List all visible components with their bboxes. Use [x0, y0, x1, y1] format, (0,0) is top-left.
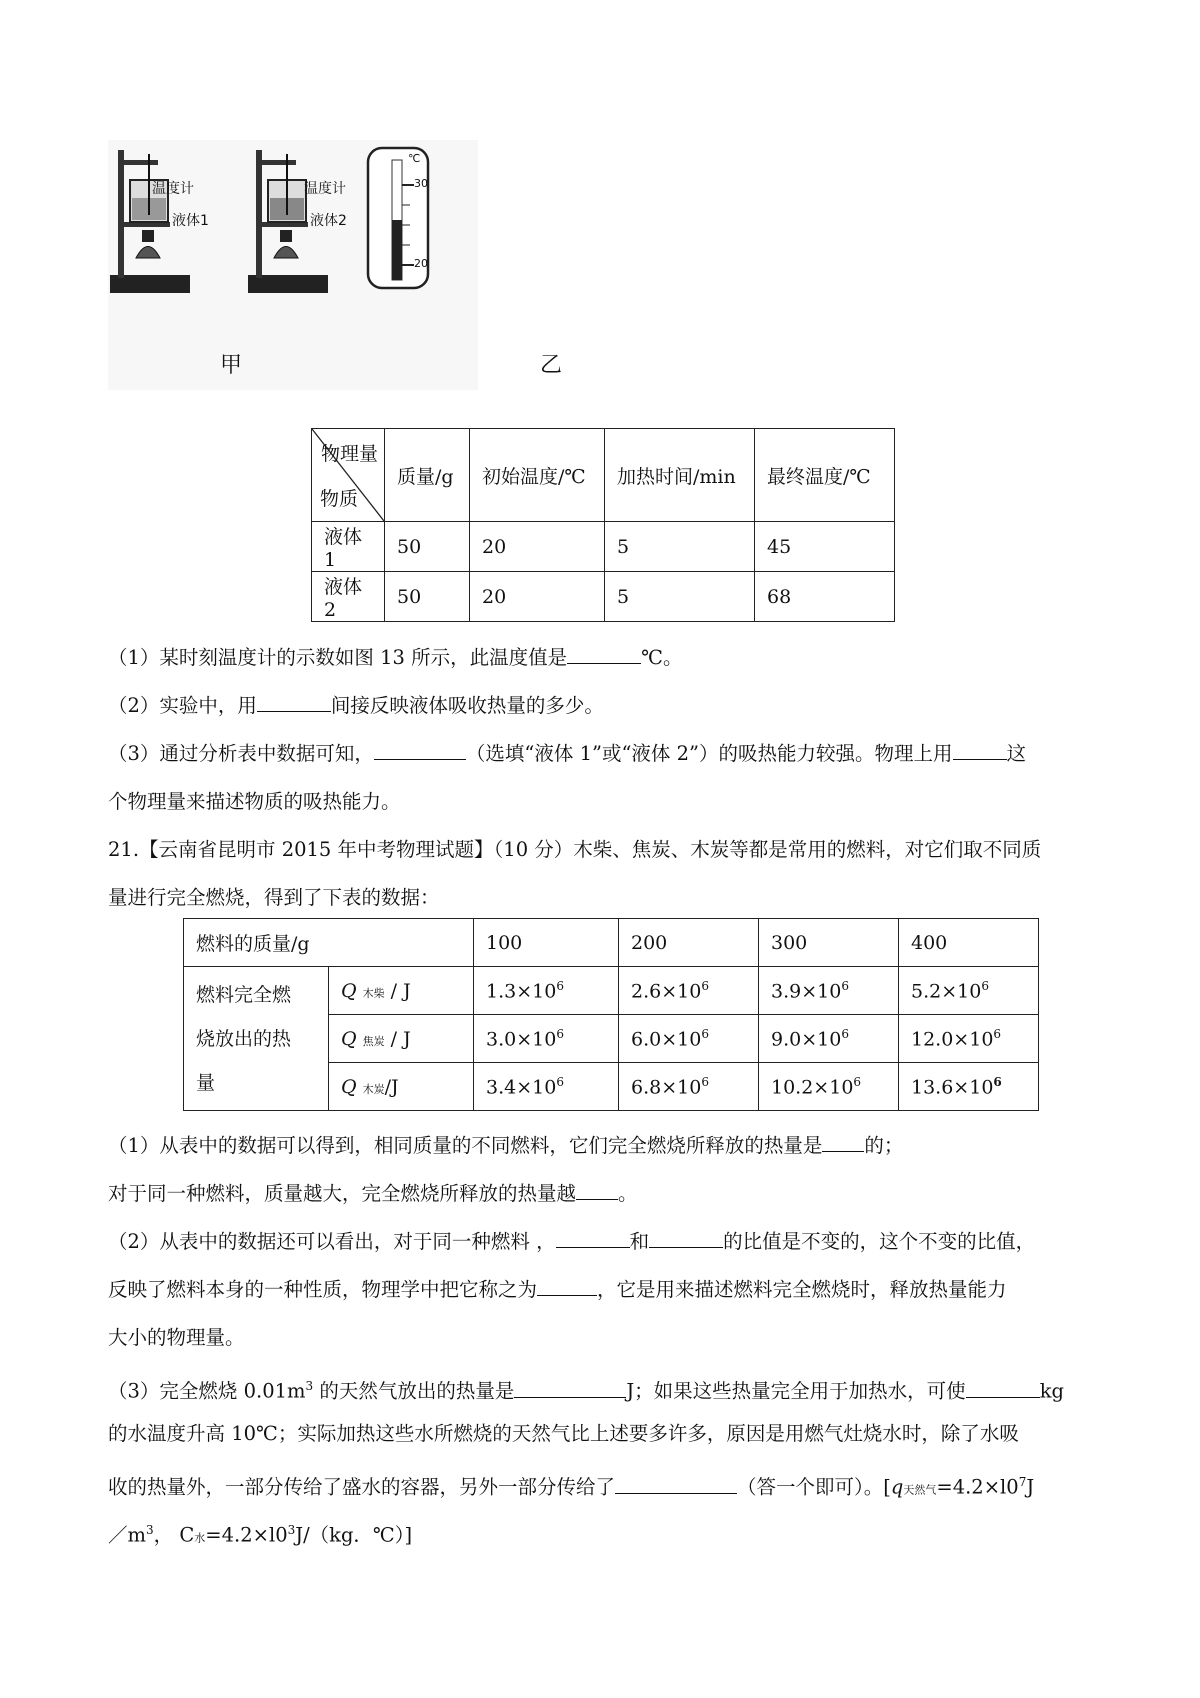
liquid-heating-table	[311, 428, 895, 622]
cell	[759, 1063, 899, 1111]
text: 的比值是不变的，这个不变的比值，	[723, 1230, 1036, 1253]
cell: 68	[755, 572, 895, 622]
answer-blank[interactable]	[615, 1475, 737, 1494]
mass-200: 200	[619, 919, 759, 967]
q20-part3-cont: 个物理量来描述物质的吸热能力。	[108, 790, 401, 813]
caption-jia: 甲	[220, 353, 243, 378]
text: 反映了燃料本身的一种性质，物理学中把它称之为	[108, 1278, 538, 1301]
q21-part1	[108, 1132, 903, 1160]
answer-blank[interactable]	[257, 693, 331, 712]
text: 对于同一种燃料，质量越大，完全燃烧所释放的热量越	[108, 1182, 577, 1205]
cell	[899, 1015, 1039, 1063]
cell	[619, 967, 759, 1015]
header-mass: 质量/g	[385, 429, 470, 522]
text: 收的热量外，一部分传给了盛水的容器，另外一部分传给了	[108, 1475, 616, 1499]
cell	[759, 1015, 899, 1063]
q21-part3-line3	[108, 1468, 1034, 1505]
label-liquid-2: 液体2	[310, 213, 347, 229]
corner-top-label: 物理量	[320, 443, 378, 465]
text: ，它是用来描述燃料完全燃烧时，释放热量能力	[597, 1278, 1007, 1301]
q21-part3-line4	[108, 1516, 412, 1553]
table-row	[312, 522, 895, 572]
text: J	[1026, 1475, 1035, 1499]
cell	[619, 1015, 759, 1063]
text: （选填“液体 1”或“液体 2”）的吸热能力较强。物理上用	[465, 742, 953, 765]
group-label-line: 量	[196, 1071, 216, 1094]
exponent: 6	[701, 978, 709, 993]
q21-stem-line1: 21.【云南省昆明市 2015 年中考物理试题】（10 分）木柴、焦炭、木炭等都是常用的燃料，对它们取不同质	[108, 838, 1042, 861]
label-thermometer-2: 温度计	[304, 181, 346, 197]
exponent: 6	[556, 1074, 564, 1089]
exponent: 6	[841, 978, 849, 993]
q21-part2	[108, 1228, 1035, 1256]
exponent: 3	[305, 1379, 314, 1393]
text: 间接反映液体吸收热量的多少。	[330, 694, 604, 717]
value: 12.0×10	[911, 1028, 994, 1051]
text: 这	[1006, 742, 1027, 765]
text: （答一个即可）。[	[737, 1475, 891, 1499]
text: 的；	[864, 1134, 904, 1157]
q-subscript: 木柴	[362, 986, 385, 1000]
header-initial-temp: 初始温度/℃	[470, 429, 605, 522]
cell	[474, 967, 619, 1015]
q-symbol: Q	[341, 979, 357, 1002]
header-heating-time: 加热时间/min	[605, 429, 755, 522]
value: 6.8×10	[631, 1076, 702, 1099]
text: ℃。	[641, 646, 683, 669]
q-unit: /J	[384, 1075, 399, 1098]
mass-300: 300	[759, 919, 899, 967]
q21-part3	[108, 1372, 1064, 1406]
row-name: 液体 2	[312, 572, 385, 622]
value: 10.2×10	[771, 1076, 854, 1099]
text: J/（kg．℃）]	[295, 1523, 413, 1547]
value: 5.2×10	[911, 980, 982, 1003]
table-corner-cell	[312, 429, 385, 522]
tick-20: 20	[414, 257, 428, 270]
answer-blank[interactable]	[537, 1277, 597, 1296]
cell	[899, 967, 1039, 1015]
q-symbol: Q	[341, 1027, 357, 1050]
answer-blank[interactable]	[567, 645, 641, 664]
q-wood-label	[329, 967, 474, 1015]
text: （2）实验中，用	[108, 694, 257, 717]
subscript: 水	[194, 1531, 206, 1545]
q-unit: / J	[390, 1027, 411, 1050]
text: （3）通过分析表中数据可知，	[108, 742, 374, 765]
exponent: 6	[993, 1026, 1002, 1041]
value: 9.0×10	[771, 1028, 842, 1051]
text: ／m	[108, 1523, 146, 1547]
q-charcoal-label	[329, 1063, 474, 1111]
value: 3.0×10	[486, 1028, 557, 1051]
cell: 50	[385, 522, 470, 572]
q-subscript: 焦炭	[362, 1034, 385, 1048]
answer-blank[interactable]	[822, 1133, 864, 1152]
text: kg	[1039, 1379, 1064, 1403]
text: （2）从表中的数据还可以看出，对于同一种燃料 ，	[108, 1230, 556, 1253]
text: =4.2×l0	[205, 1523, 288, 1547]
cell	[619, 1063, 759, 1111]
row-name: 液体 1	[312, 522, 385, 572]
q-symbol: Q	[341, 1075, 357, 1098]
cell: 50	[385, 572, 470, 622]
exponent: 6	[981, 978, 989, 993]
experiment-figure	[108, 140, 563, 390]
q20-part3	[108, 740, 1026, 768]
answer-blank[interactable]	[953, 741, 1007, 760]
q-subscript: 木炭	[362, 1082, 385, 1096]
q-symbol: q	[890, 1475, 904, 1499]
label-thermometer-1: 温度计	[152, 181, 194, 197]
heat-group-label	[184, 967, 329, 1111]
corner-bottom-label: 物质	[320, 488, 359, 510]
fuel-heat-table	[183, 918, 1039, 1111]
exponent: 6	[701, 1074, 709, 1089]
exponent: 6	[853, 1074, 862, 1089]
answer-blank[interactable]	[966, 1379, 1040, 1398]
answer-blank[interactable]	[576, 1181, 618, 1200]
value: 2.6×10	[631, 980, 702, 1003]
exponent: 6	[556, 1026, 564, 1041]
value: 3.9×10	[771, 980, 842, 1003]
text: J；如果这些热量完全用于加热水，可使	[626, 1379, 966, 1403]
q-unit: / J	[390, 979, 411, 1002]
exponent: 6	[841, 1026, 849, 1041]
label-liquid-1: 液体1	[172, 213, 209, 229]
q20-part1	[108, 644, 682, 672]
cell	[759, 967, 899, 1015]
subscript: 天然气	[903, 1483, 937, 1497]
cell: 20	[470, 572, 605, 622]
text: 和	[629, 1230, 650, 1253]
tick-30: 30	[414, 177, 428, 190]
group-label-line: 燃料完全燃	[196, 983, 292, 1006]
text: =4.2×l0	[936, 1475, 1019, 1499]
answer-blank[interactable]	[556, 1229, 630, 1248]
q20-part2	[108, 692, 604, 720]
cell: 20	[470, 522, 605, 572]
header-final-temp: 最终温度/℃	[755, 429, 895, 522]
caption-yi: 乙	[540, 353, 563, 378]
q-coke-label	[329, 1015, 474, 1063]
q21-part3-line2: 的水温度升高 10℃；实际加热这些水所燃烧的天然气比上述要多许多，原因是用燃气灶烧水时，除了水吸	[108, 1422, 1019, 1445]
answer-blank[interactable]	[514, 1379, 626, 1398]
exponent: 3	[146, 1523, 154, 1537]
answer-blank[interactable]	[374, 741, 466, 760]
text: ， C	[153, 1523, 195, 1547]
text: （3）完全燃烧 0.01m	[108, 1379, 306, 1403]
q21-stem-line2: 量进行完全燃烧，得到了下表的数据：	[108, 886, 440, 909]
table-row	[184, 967, 1039, 1015]
cell: 45	[755, 522, 895, 572]
exponent: 3	[287, 1523, 296, 1537]
value: 6.0×10	[631, 1028, 702, 1051]
table-row	[312, 572, 895, 622]
value: 1.3×10	[486, 980, 557, 1003]
cell: 5	[605, 522, 755, 572]
text: 的天然气放出的热量是	[313, 1379, 515, 1403]
cell: 5	[605, 572, 755, 622]
scale-unit: ℃	[408, 152, 421, 165]
mass-400: 400	[899, 919, 1039, 967]
value: 13.6×10	[911, 1076, 994, 1099]
text: （1）某时刻温度计的示数如图 13 所示，此温度值是	[108, 646, 568, 669]
exponent: 6	[993, 1074, 1002, 1089]
exponent: 7	[1018, 1475, 1027, 1489]
cell	[899, 1063, 1039, 1111]
q21-part2-cont	[108, 1276, 1007, 1304]
exponent: 6	[701, 1026, 709, 1041]
value: 3.4×10	[486, 1076, 557, 1099]
cell	[474, 1015, 619, 1063]
header-mass-label: 燃料的质量/g	[184, 919, 474, 967]
text: （1）从表中的数据可以得到，相同质量的不同燃料，它们完全燃烧所释放的热量是	[108, 1134, 823, 1157]
answer-blank[interactable]	[649, 1229, 723, 1248]
cell	[474, 1063, 619, 1111]
mass-100: 100	[474, 919, 619, 967]
q21-part2-end: 大小的物理量。	[108, 1326, 245, 1349]
group-label-line: 烧放出的热	[196, 1027, 292, 1050]
text: 。	[618, 1182, 638, 1205]
exponent: 6	[556, 978, 564, 993]
q21-part1-cont	[108, 1180, 638, 1208]
